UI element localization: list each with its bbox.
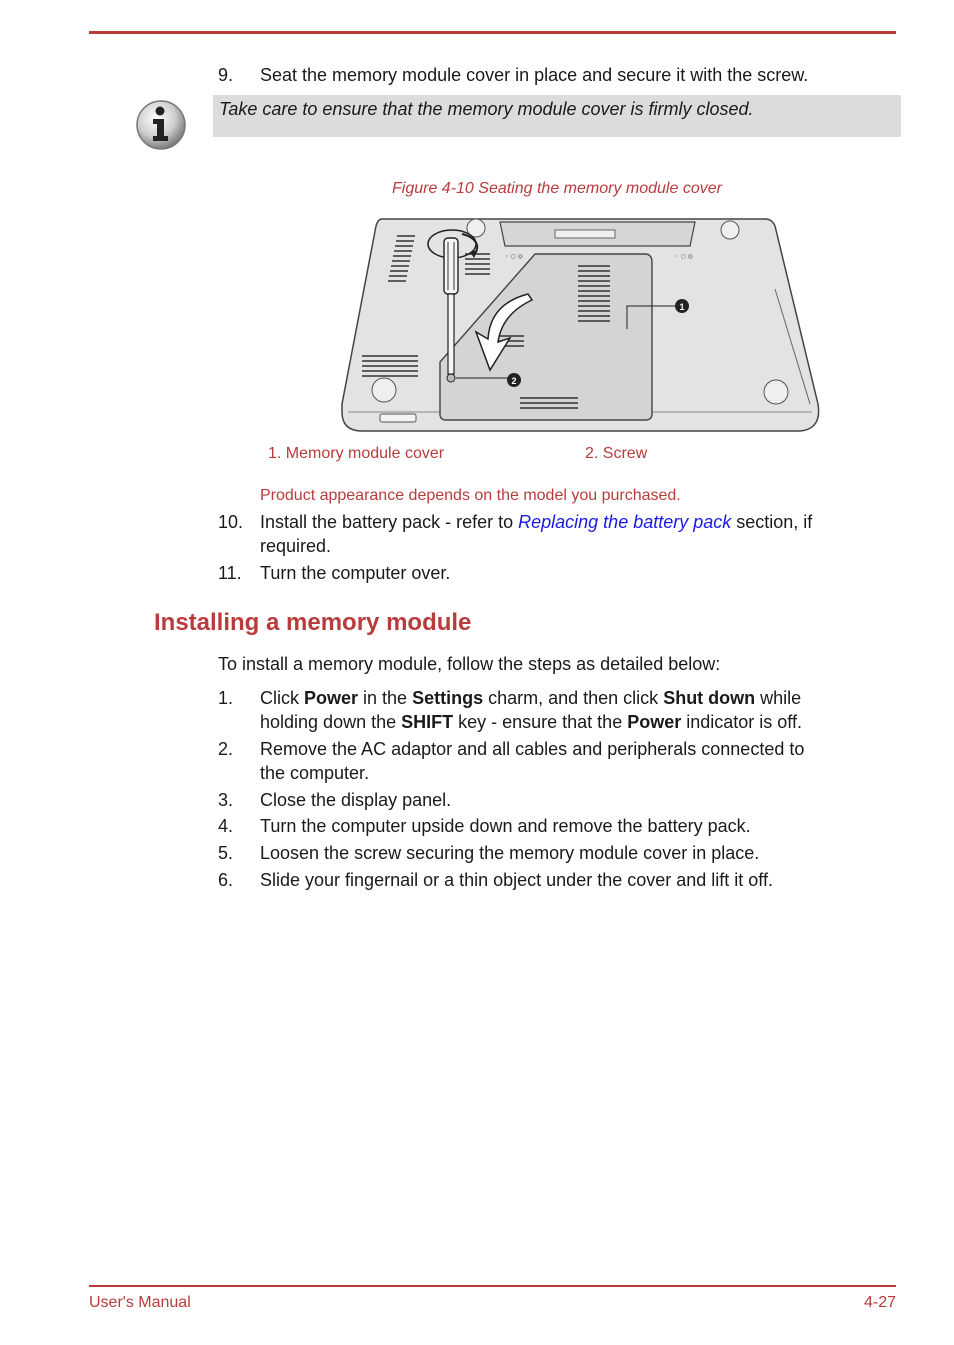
- bold-term: Shut down: [663, 688, 756, 708]
- step-text: Close the display panel.: [260, 790, 452, 810]
- step-number: 4.: [218, 816, 234, 836]
- step-text-part: charm, and then click: [483, 688, 664, 708]
- step-text: Seat the memory module cover in place and secure it with the screw.: [260, 65, 809, 85]
- step-text: Loosen the screw securing the memory module cover in place.: [260, 843, 760, 863]
- footer-title: User's Manual: [89, 1294, 191, 1311]
- step-text-part: section, if: [731, 512, 813, 532]
- step-text-part: Remove the AC adaptor and all cables and peripherals connected to: [260, 739, 805, 759]
- step-text-part: Install the battery pack - refer to: [260, 512, 519, 532]
- section-heading: Installing a memory module: [154, 609, 472, 636]
- info-icon: [134, 98, 188, 152]
- callout-1: 1: [679, 302, 685, 312]
- svg-text:◦ ○ ◎: ◦ ○ ◎: [675, 253, 693, 260]
- page-number: 4-27: [863, 1294, 896, 1311]
- legend-memory-module-cover: 1. Memory module cover: [268, 445, 445, 462]
- step-number: 3.: [218, 790, 234, 810]
- header-rule: [89, 31, 896, 34]
- bold-term: SHIFT: [401, 712, 454, 732]
- note-box: [213, 95, 901, 137]
- step-text-part: the computer.: [260, 763, 370, 783]
- bold-term: Power: [304, 688, 359, 708]
- step-text: [260, 686, 900, 734]
- callout-2: 2: [511, 376, 517, 386]
- step-text-part: while: [755, 688, 802, 708]
- step-text-part: required.: [260, 536, 332, 556]
- step-text: [260, 510, 900, 558]
- step-number: 9.: [218, 65, 234, 85]
- step-text: [260, 737, 900, 785]
- step-number: 5.: [218, 843, 234, 863]
- step-text: Turn the computer upside down and remove the battery pack.: [260, 816, 751, 836]
- figure-caption: Figure 4-10 Seating the memory module cover: [392, 180, 722, 197]
- legend-screw: 2. Screw: [585, 445, 648, 462]
- step-number: 1.: [218, 688, 234, 708]
- step-text: Turn the computer over.: [260, 563, 451, 583]
- step-text-part: holding down the: [260, 712, 402, 732]
- step-text-part: indicator is off.: [681, 712, 802, 732]
- step-number: 6.: [218, 870, 234, 890]
- step-number: 11.: [218, 563, 242, 583]
- step-text-part: Click: [260, 688, 304, 708]
- step-text-part: key - ensure that the: [453, 712, 628, 732]
- section-intro: To install a memory module, follow the steps as detailed below:: [218, 654, 721, 674]
- laptop-bottom-illustration: [340, 214, 822, 436]
- svg-text:◦ ○ ◎: ◦ ○ ◎: [505, 253, 523, 260]
- bold-term: Settings: [412, 688, 484, 708]
- step-text-part: in the: [358, 688, 413, 708]
- step-text: Slide your fingernail or a thin object under the cover and lift it off.: [260, 870, 773, 890]
- footer-rule: [89, 1285, 896, 1287]
- battery-pack-link[interactable]: Replacing the battery pack: [518, 512, 732, 532]
- step-number: 2.: [218, 739, 234, 759]
- note-text: Take care to ensure that the memory module cover is firmly closed.: [219, 99, 754, 119]
- appearance-note: Product appearance depends on the model you purchased.: [260, 487, 681, 504]
- bold-term: Power: [627, 712, 682, 732]
- step-number: 10.: [218, 512, 244, 532]
